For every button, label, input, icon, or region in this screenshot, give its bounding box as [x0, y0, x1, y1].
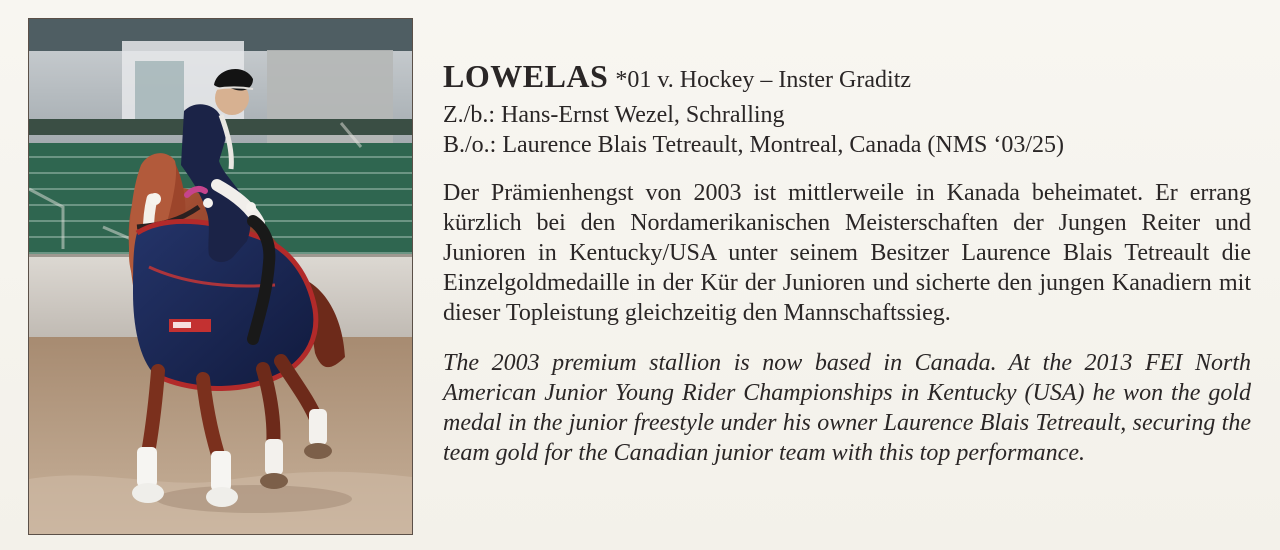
- rider-left-glove: [203, 198, 213, 208]
- browband-rosette: [149, 193, 161, 205]
- horse-name: LOWELAS: [443, 58, 609, 94]
- right-hind-bandage: [309, 409, 327, 445]
- breeder-line: Z./b.: Hans-Ernst Wezel, Schralling: [443, 102, 785, 128]
- german-description: Der Prämienhengst von 2003 ist mittlerweile in Kanada beheimatet. Er errang kürzlich bei den Nordamerikanischen Meisterschaften der Jungen Reiter und Junioren in Kentucky/USA unter seinem Besitzer Laurence Blais Tetreault die Einzelgoldmedaille in der Kür der Junioren und sicherte den jungen Kanadiern mit dieser Topleistung gleichzeitig den Mannschaftssieg.: [443, 180, 1251, 326]
- dressage-photo-illustration: [29, 19, 412, 534]
- right-front-bandage: [211, 451, 231, 491]
- cooler-badge-inner: [173, 322, 191, 328]
- left-front-hoof-boot: [132, 483, 164, 503]
- horse-photo: [29, 19, 412, 534]
- english-description: The 2003 premium stallion is now based in Canada. At the 2013 FEI North American Junior Young Rider Championships in Kentucky (USA) he won the gold medal in the junior freestyle under his owner Laurence Blais Tetreault, securing the team gold for the Canadian junior team with this top performance.: [443, 350, 1251, 466]
- right-front-hoof-boot: [206, 487, 238, 507]
- article-text-block: [443, 56, 1251, 468]
- horse-pedigree: *01 v. Hockey – Inster Graditz: [615, 67, 912, 93]
- owner-line: B./o.: Laurence Blais Tetreault, Montreal, Canada (NMS ‘03/25): [443, 132, 1065, 158]
- title-line: [443, 56, 1251, 100]
- left-front-bandage: [137, 447, 157, 487]
- rider-right-glove: [246, 202, 256, 212]
- spectators-block: [135, 61, 184, 127]
- horse-shadow: [156, 485, 352, 513]
- left-hind-hoof: [260, 473, 288, 489]
- left-hind-bandage: [265, 439, 283, 475]
- right-hind-hoof: [304, 443, 332, 459]
